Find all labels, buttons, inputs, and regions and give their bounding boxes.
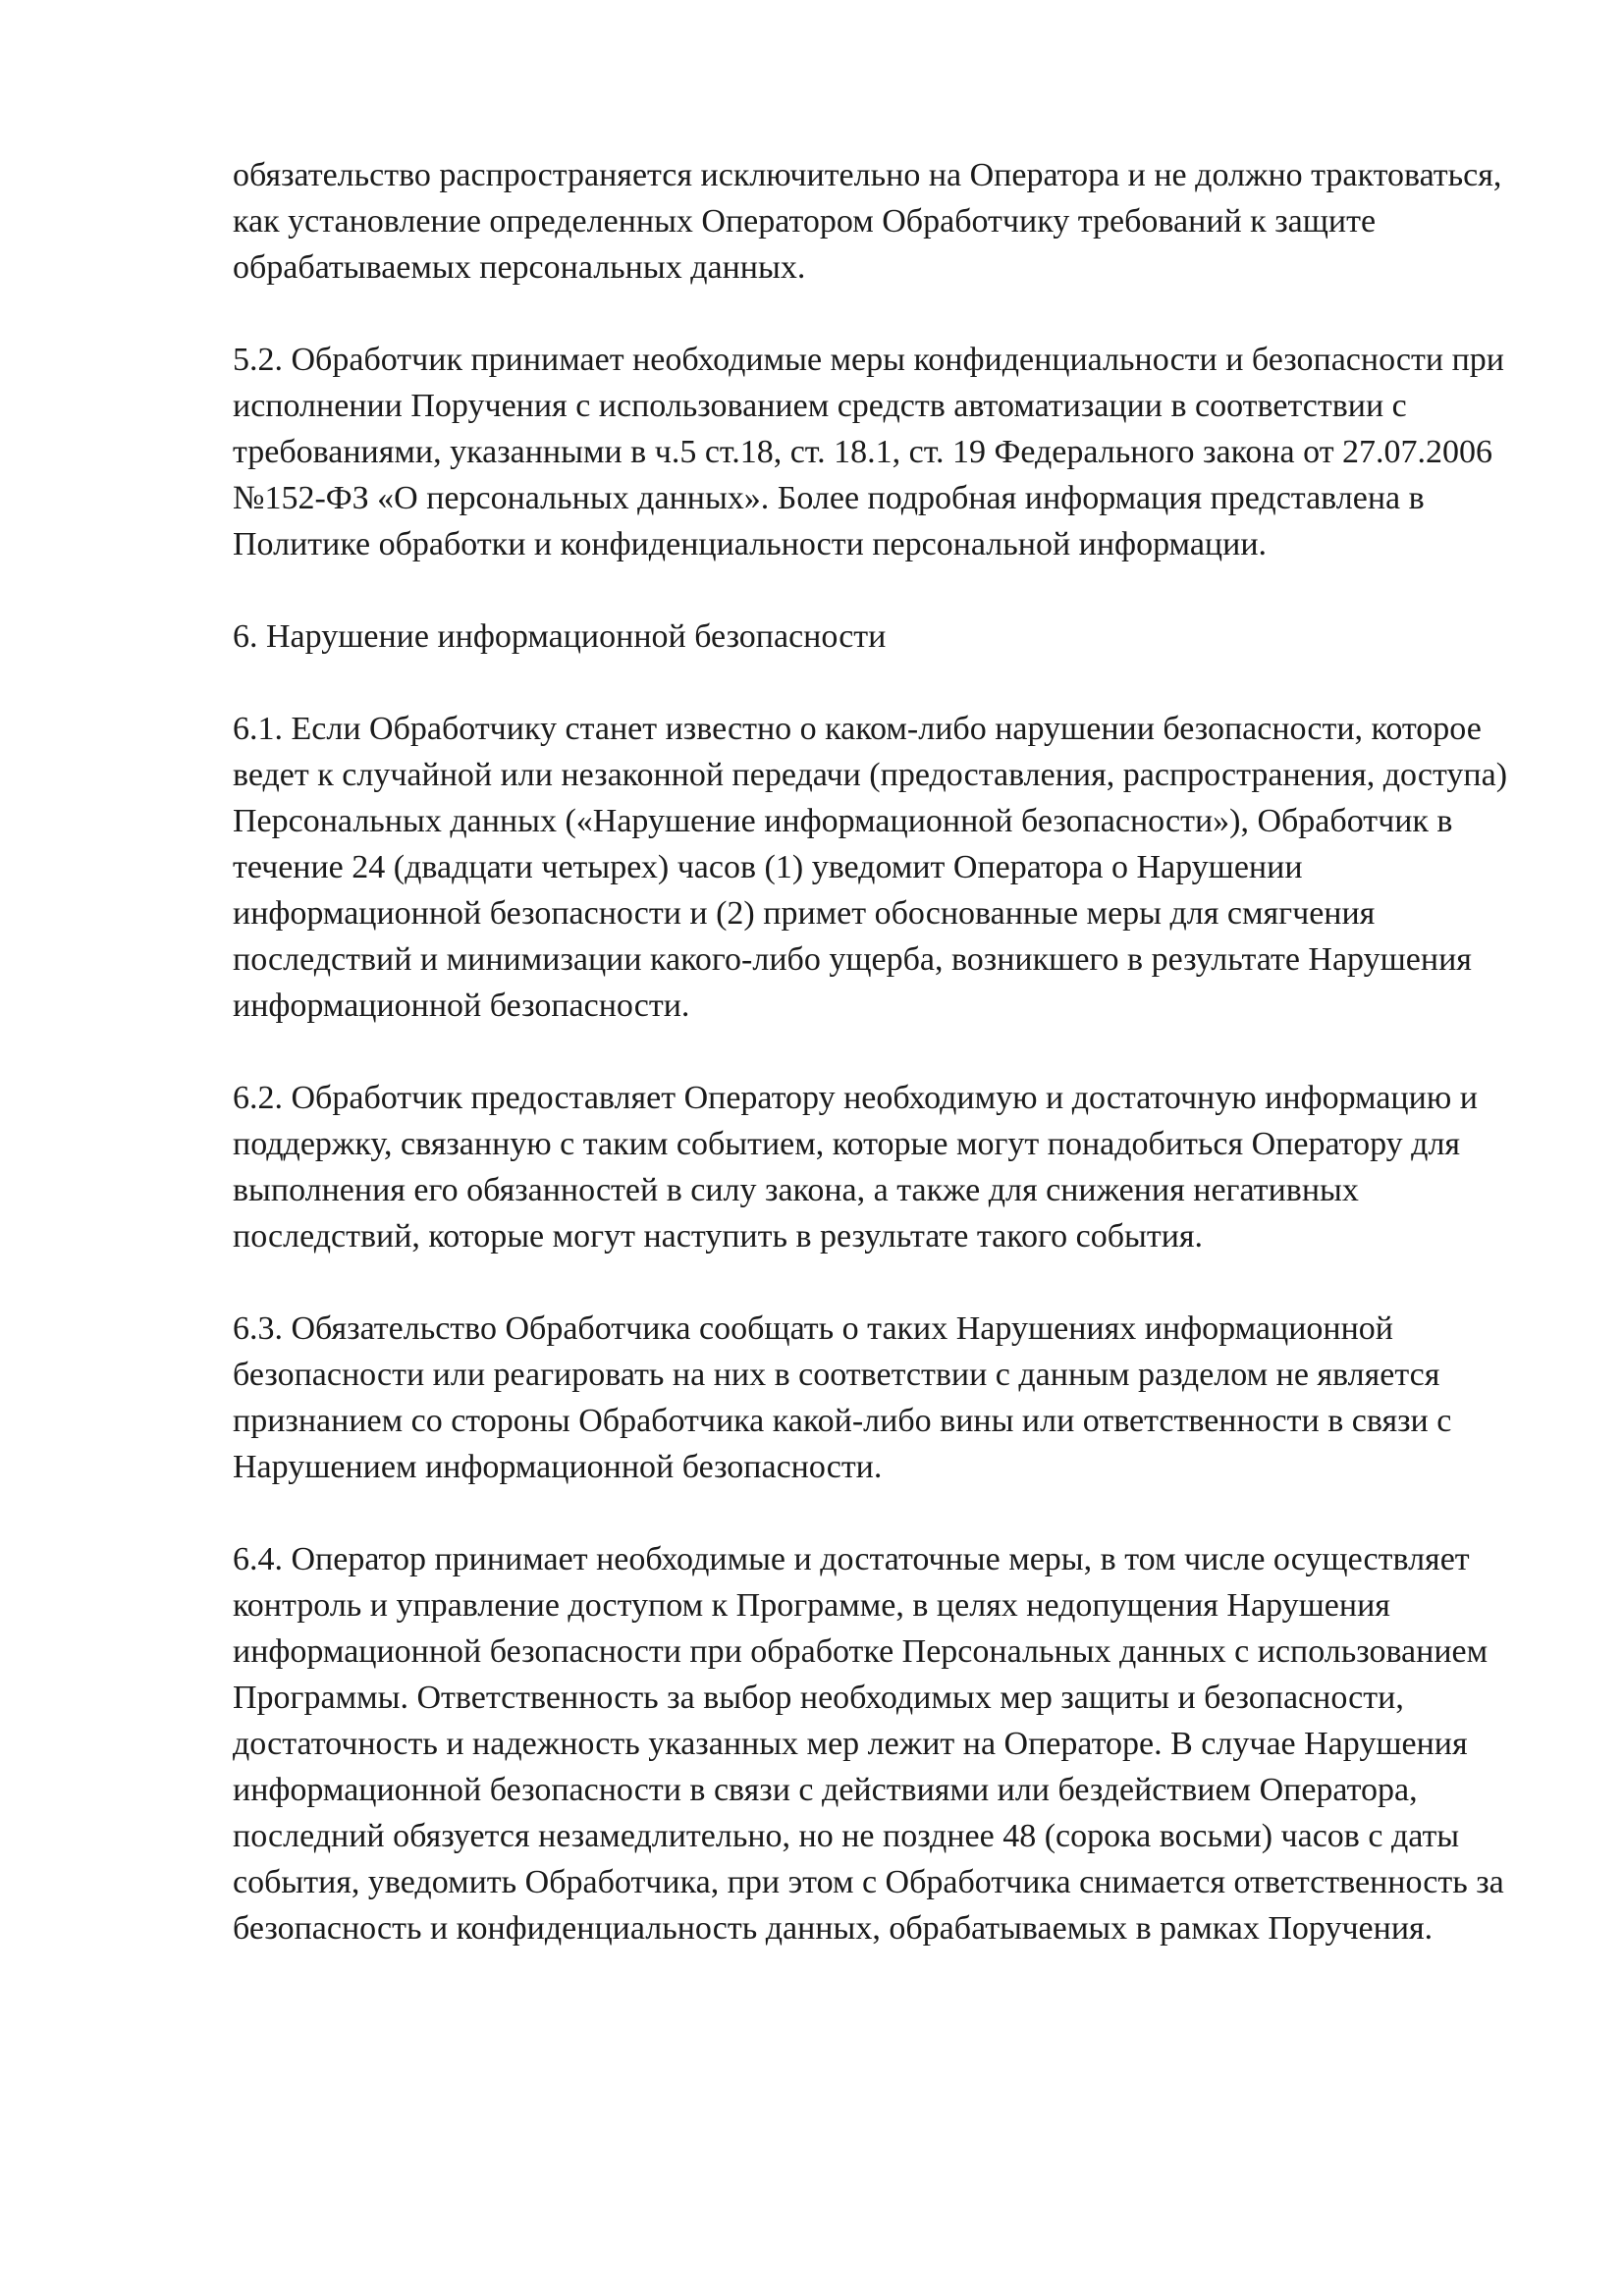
paragraph-6-3: 6.3. Обязательство Обработчика сообщать о таких Нарушениях информационной безопасности или реагировать на них в соответствии с данным разделом не является признанием со стороны Обработчика какой-либо вины или ответственности в связи с Нарушением информационной безопасности. xyxy=(233,1310,1452,1485)
paragraph-6-1: 6.1. Если Обработчику станет известно о каком-либо нарушении безопасности, которое ведет к случайной или незаконной передачи (предоставления, распространения, доступа) Персональных данных («Нарушение информационной безопасности»), Обработчик в течение 24 (двадцати четырех) часов (1) уведомит Оператора о Нарушении информационной безопасности и (2) примет обоснованные меры для смягчения последствий и минимизации какого-либо ущерба, возникшего в результате Нарушения информационной безопасности. xyxy=(233,711,1508,1024)
document-text-block xyxy=(233,152,1543,1998)
section-6-heading: 6. Нарушение информационной безопасности xyxy=(233,618,887,655)
paragraph-6-2: 6.2. Обработчик предоставляет Оператору необходимую и достаточную информацию и поддержку, связанную с таким событием, которые могут понадобиться Оператору для выполнения его обязанностей в силу закона, а также для снижения негативных последствий, которые могут наступить в результате такого события. xyxy=(233,1080,1478,1255)
paragraph-6-4: 6.4. Оператор принимает необходимые и достаточные меры, в том числе осуществляет контроль и управление доступом к Программе, в целях недопущения Нарушения информационной безопасности при обработке Персональных данных с использованием Программы. Ответственность за выбор необходимых мер защиты и безопасности, достаточность и надежность указанных мер лежит на Операторе. В случае Нарушения информационной безопасности в связи с действиями или бездействием Оператора, последний обязуется незамедлительно, но не позднее 48 (сорока восьми) часов с даты события, уведомить Обработчика, при этом с Обработчика снимается ответственность за безопасность и конфиденциальность данных, обрабатываемых в рамках Поручения. xyxy=(233,1541,1504,1947)
paragraph-5-2: 5.2. Обработчик принимает необходимые меры конфиденциальности и безопасности при исполнении Поручения с использованием средств автоматизации в соответствии с требованиями, указанными в ч.5 ст.18, ст. 18.1, ст. 19 Федерального закона от 27.07.2006 №152-ФЗ «О персональных данных». Более подробная информация представлена в Политике обработки и конфиденциальности персональной информации. xyxy=(233,342,1504,562)
paragraph-continuation: обязательство распространяется исключительно на Оператора и не должно трактоваться, как установление определенных Оператором Обработчику требований к защите обрабатываемых персональных данных. xyxy=(233,157,1502,286)
